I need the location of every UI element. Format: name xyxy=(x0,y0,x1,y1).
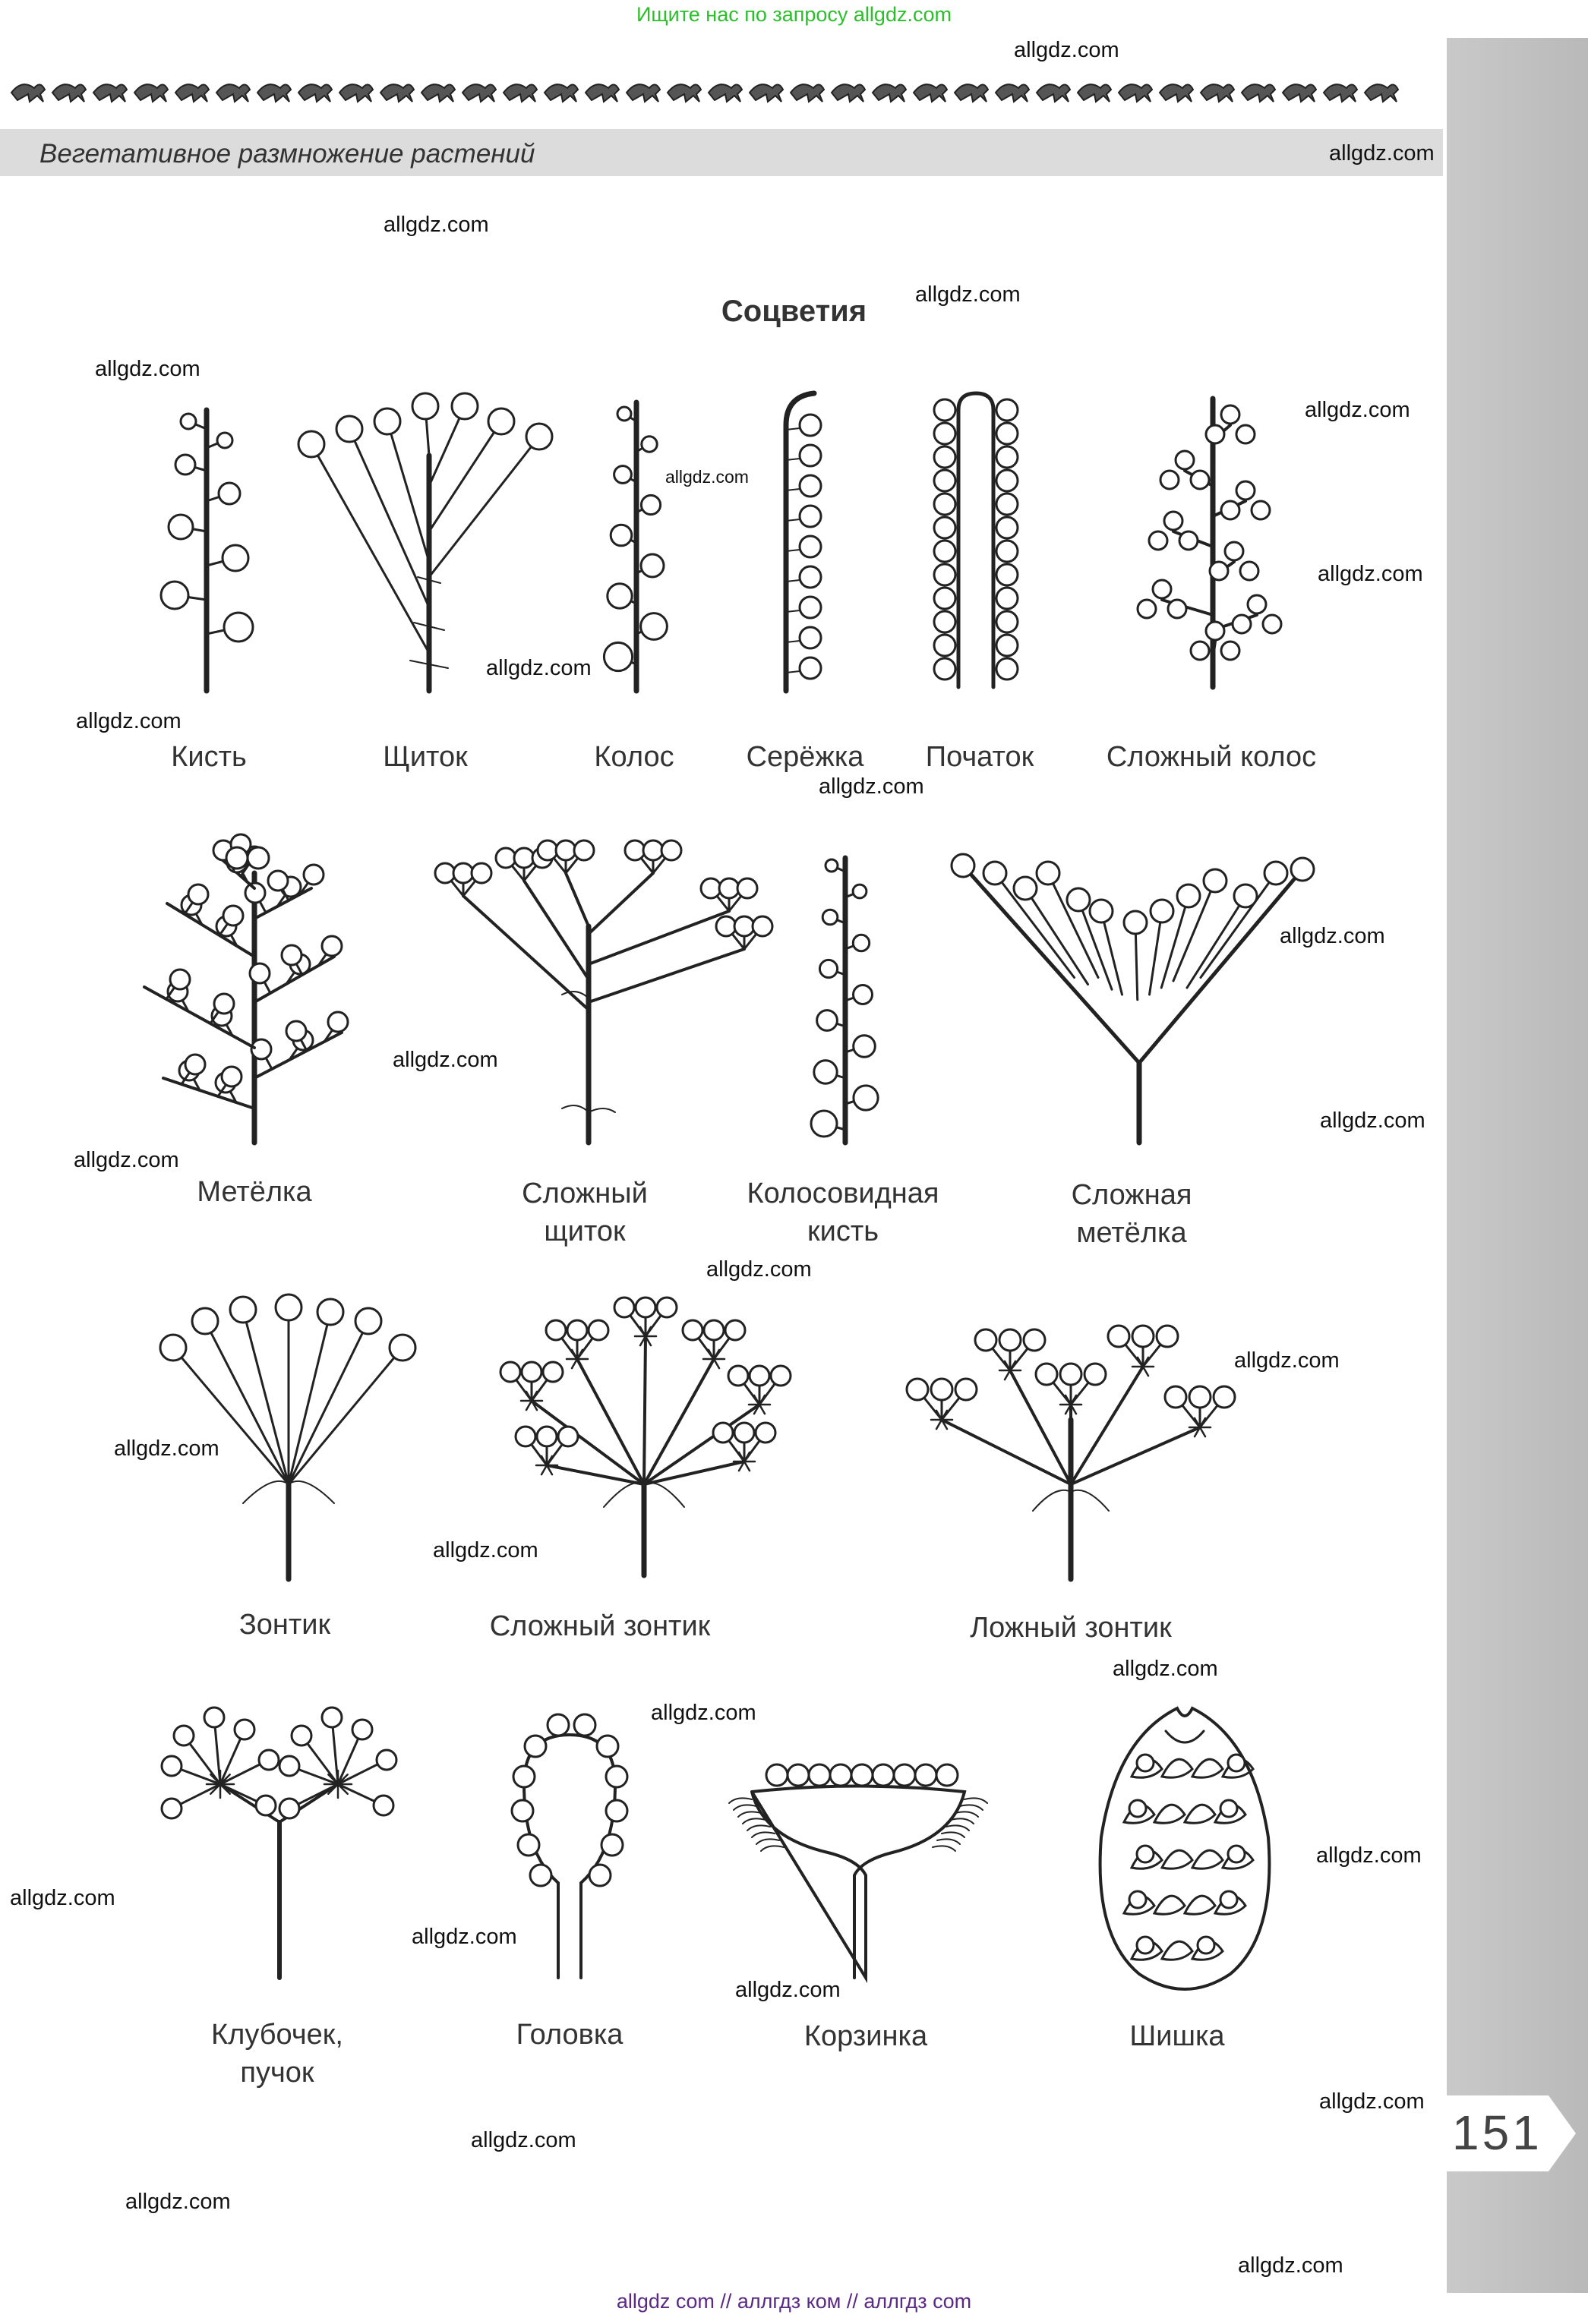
watermark[interactable]: allgdz.com xyxy=(486,656,592,680)
diagram-kolos xyxy=(604,402,667,691)
watermark[interactable]: allgdz.com xyxy=(1238,2253,1343,2278)
watermark[interactable]: allgdz.com xyxy=(471,2128,576,2152)
caption-slozhny-shchitok-line1: Сложный xyxy=(522,1178,648,1209)
watermark[interactable]: allgdz.com xyxy=(1234,1348,1340,1373)
watermark[interactable]: allgdz.com xyxy=(74,1148,179,1172)
caption-korzinka: Корзинка xyxy=(803,2020,928,2052)
diagram-slozhnaya-metelka xyxy=(952,854,1314,1143)
watermark[interactable]: allgdz.com xyxy=(384,213,489,237)
caption-kolosovidnaya-line1: Колосовидная xyxy=(747,1178,939,1209)
page-number: 151 xyxy=(1452,2105,1542,2160)
diagram-shchitok xyxy=(298,393,552,691)
diagram-kist xyxy=(161,410,253,691)
diagram-slozhny-kolos xyxy=(1138,399,1281,687)
watermark[interactable]: allgdz.com xyxy=(10,1886,115,1910)
caption-shishka: Шишка xyxy=(1129,2020,1225,2052)
watermark[interactable]: allgdz.com xyxy=(665,467,749,487)
diagram-shishka xyxy=(1100,1708,1270,1989)
caption-klubochek-line2: пучок xyxy=(240,2057,314,2089)
watermark[interactable]: allgdz.com xyxy=(1319,2089,1425,2114)
watermark[interactable]: allgdz.com xyxy=(125,2190,231,2214)
top-banner[interactable]: Ищите нас по запросу allgdz.com xyxy=(636,3,952,26)
watermark[interactable]: allgdz.com xyxy=(651,1701,756,1725)
watermark[interactable]: allgdz.com xyxy=(76,709,182,733)
caption-slozhnaya-metelka-line1: Сложная xyxy=(1071,1179,1192,1211)
section-title: Вегетативное размножение растений xyxy=(39,139,535,169)
caption-klubochek-line1: Клубочек, xyxy=(211,2019,343,2051)
watermark[interactable]: allgdz.com xyxy=(393,1048,498,1072)
animal-silhouette-strip xyxy=(11,84,1398,102)
diagram-kolosovidnaya-kist xyxy=(811,858,878,1143)
watermark[interactable]: allgdz.com xyxy=(1280,924,1385,948)
watermark[interactable]: allgdz.com xyxy=(1318,562,1423,586)
watermark[interactable]: allgdz.com xyxy=(819,774,924,799)
watermark[interactable]: allgdz.com xyxy=(1329,141,1435,166)
watermark[interactable]: allgdz.com xyxy=(412,1925,517,1949)
caption-lozhny-zontik: Ложный зонтик xyxy=(970,1612,1172,1644)
caption-serezhka: Серёжка xyxy=(746,741,864,773)
diagram-metelka xyxy=(144,834,348,1143)
diagram-klubochek xyxy=(162,1708,396,1978)
caption-pochatok: Початок xyxy=(925,741,1034,773)
caption-slozhny-shchitok-line2: щиток xyxy=(544,1216,626,1247)
watermark[interactable]: allgdz.com xyxy=(1014,38,1119,62)
watermark[interactable]: allgdz.com xyxy=(433,1538,538,1562)
watermark[interactable]: allgdz.com xyxy=(1316,1843,1422,1868)
watermark[interactable]: allgdz.com xyxy=(1113,1657,1218,1681)
diagram-slozhny-shchitok xyxy=(435,840,772,1143)
caption-metelka: Метёлка xyxy=(197,1176,312,1208)
caption-kolos: Колос xyxy=(594,741,674,773)
diagram-pochatok xyxy=(934,393,1018,687)
bottom-banner[interactable]: allgdz com // аллгдз ком // аллгдз com xyxy=(616,2290,972,2313)
diagram-heading: Соцветия xyxy=(721,295,867,328)
watermark[interactable]: allgdz.com xyxy=(1305,398,1410,422)
watermark[interactable]: allgdz.com xyxy=(1320,1108,1425,1133)
caption-slozhny-zontik: Сложный зонтик xyxy=(489,1610,711,1642)
caption-zontik: Зонтик xyxy=(238,1609,331,1641)
watermark[interactable]: allgdz.com xyxy=(706,1257,812,1282)
caption-shchitok: Щиток xyxy=(383,741,468,773)
watermark[interactable]: allgdz.com xyxy=(95,357,200,381)
watermark[interactable]: allgdz.com xyxy=(735,1978,841,2002)
diagram-golovka xyxy=(512,1714,627,1978)
caption-kist: Кисть xyxy=(171,741,247,773)
caption-golovka: Головка xyxy=(516,2019,624,2051)
diagram-slozhny-zontik xyxy=(500,1298,791,1575)
diagram-lozhny-zontik xyxy=(907,1326,1235,1579)
caption-slozhny-kolos: Сложный колос xyxy=(1106,741,1317,773)
diagram-korzinka xyxy=(729,1764,987,1978)
caption-kolosovidnaya-line2: кисть xyxy=(807,1216,879,1247)
watermark[interactable]: allgdz.com xyxy=(915,282,1021,307)
watermark[interactable]: allgdz.com xyxy=(114,1436,219,1461)
diagram-serezhka xyxy=(786,393,821,691)
caption-slozhnaya-metelka-line2: метёлка xyxy=(1076,1217,1187,1249)
